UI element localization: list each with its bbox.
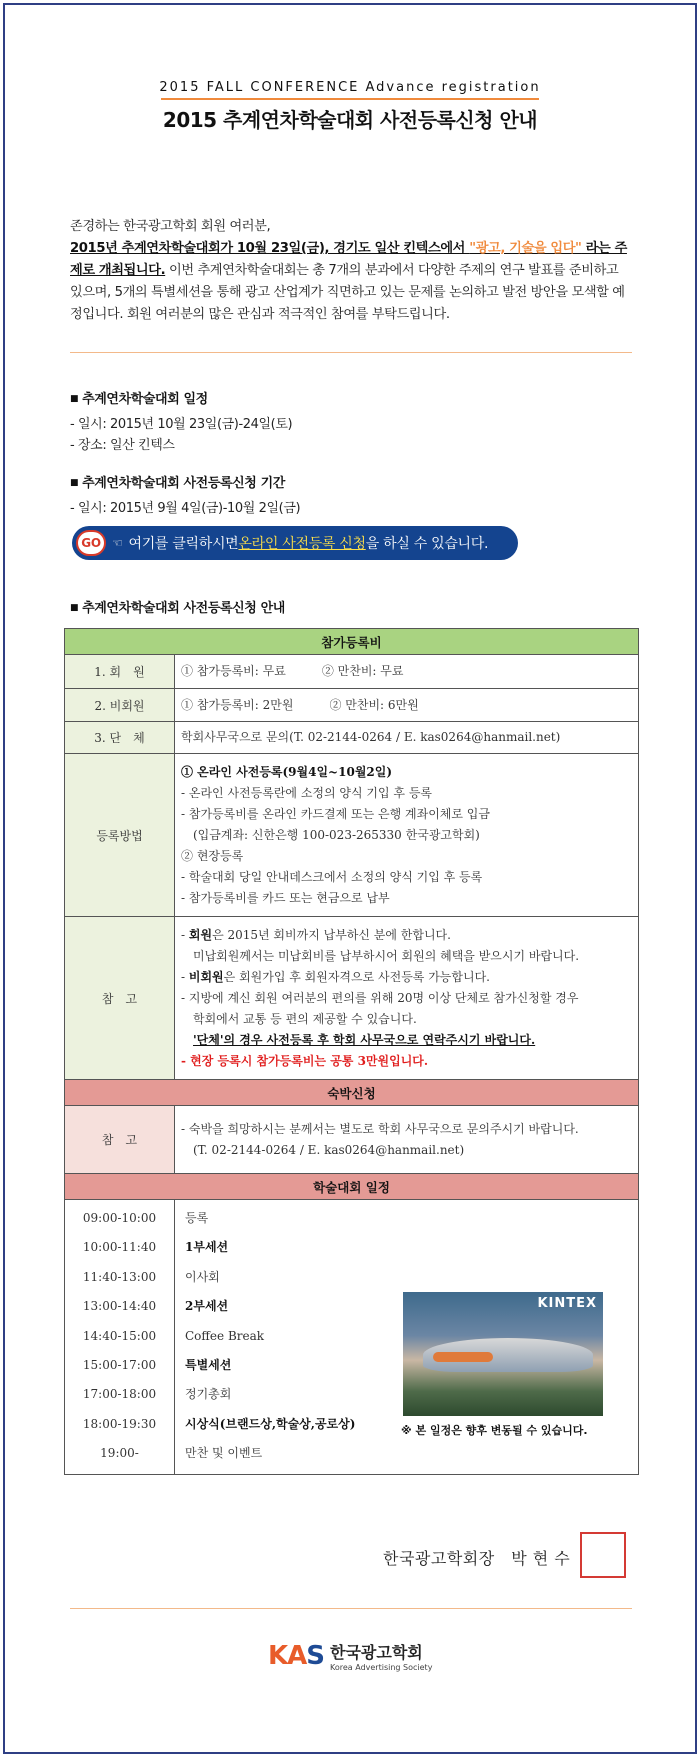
lodging-content: [175, 1106, 639, 1174]
note-unpaid: 미납회원께서는 미납회비를 납부하시어 회원의 혜택을 받으시기 바랍니다.: [193, 948, 580, 963]
intro-greeting: 존경하는 한국광고학회 회원 여러분,: [70, 219, 271, 234]
kas-logo: [268, 1640, 432, 1672]
row-value-group: 학회사무국으로 문의(T. 02-2144-0264 / E. kas0264@hanmail.net): [175, 722, 639, 754]
method-line: ① 온라인 사전등록(9월4일~10월2일): [181, 764, 393, 779]
pointing-hand-icon: ☜: [112, 536, 123, 550]
method-line: - 참가등록비를 카드 또는 현금으로 납부: [181, 890, 390, 905]
program-item: Coffee Break: [185, 1328, 265, 1343]
go-text-b: 을 하실 수 있습니다.: [365, 536, 489, 552]
row-value-nonmember: ① 참가등록비: 2만원 ② 만찬비: 6만원: [175, 689, 639, 722]
page-title: 2015 추계연차학술대회 사전등록신청 안내: [162, 108, 538, 132]
program-item: 시상식(브랜드상,학술상,공로상): [185, 1416, 356, 1431]
intro-theme: "광고, 기술을 입다": [469, 241, 582, 256]
lodging-header: 숙박신청: [65, 1080, 639, 1106]
seal-stamp: [580, 1532, 626, 1578]
program-item: 2부세션: [185, 1299, 229, 1314]
kas-name-en: Korea Advertising Society: [330, 1663, 433, 1672]
program-time: 10:00-11:40: [82, 1240, 157, 1255]
method-line: (입금계좌: 신한은행 100-023-265330 한국광고학회): [181, 827, 480, 842]
program-time: 15:00-17:00: [82, 1357, 157, 1372]
method-line: ② 현장등록: [181, 848, 244, 863]
kas-name-ko: 한국광고학회: [330, 1643, 423, 1662]
row-value-member: ① 참가등록비: 무료 ② 만찬비: 무료: [175, 655, 639, 689]
method-line: - 온라인 사전등록란에 소정의 양식 기입 후 등록: [181, 785, 433, 800]
method-label: 등록방법: [65, 754, 175, 917]
lodging-label: 참 고: [65, 1106, 175, 1174]
schedule-heading: ■ 추계연차학술대회 일정: [70, 388, 208, 407]
kas-mark: KAS: [268, 1641, 325, 1671]
program-item: 이사회: [185, 1269, 220, 1284]
method-line: - 참가등록비를 온라인 카드결제 또는 은행 계좌이체로 입금: [181, 806, 490, 821]
program-item: 특별세션: [185, 1357, 232, 1372]
note-content: [175, 917, 639, 1080]
header-underline: [161, 98, 539, 100]
program-times: [65, 1200, 175, 1475]
program-header: 학술대회 일정: [65, 1174, 639, 1200]
kintex-logo: KINTEX: [537, 1296, 597, 1311]
intro-rest: 이번 추계연차학술대회는 총 7개의 분과에서 다양한 주제의 연구 발표를 준비하고 있으며, 5개의 특별세션을 통해 광고 산업계가 직면하고 있는 문제를 논의하고 발전 방안을 모색할 예정입니다. 회원 여러분의 많은 관심과 적극적인 참여를 부탁드립니다.: [70, 263, 625, 322]
kintex-accent: [433, 1352, 493, 1362]
program-note: ※ 본 일정은 향후 변동될 수 있습니다.: [401, 1424, 588, 1437]
kintex-photo: [403, 1292, 603, 1416]
program-time: 17:00-18:00: [82, 1387, 157, 1402]
program-items: [175, 1200, 639, 1475]
program-time: 09:00-10:00: [82, 1211, 157, 1225]
signature: 한국광고학회장 박 현 수: [383, 1549, 571, 1568]
method-line: - 학술대회 당일 안내데스크에서 소정의 양식 기입 후 등록: [181, 869, 483, 884]
schedule-place: - 장소: 일산 킨텍스: [70, 438, 175, 453]
note-member: - 회원은 2015년 회비까지 납부하신 분에 한합니다.: [181, 927, 451, 942]
kas-name: [330, 1640, 432, 1672]
divider: [70, 352, 632, 353]
program-time: 18:00-19:30: [82, 1416, 157, 1431]
note-group-1: - 지방에 계신 회원 여러분의 편의를 위해 20명 이상 단체로 참가신청할 경우: [181, 990, 579, 1005]
go-link[interactable]: 온라인 사전등록 신청: [238, 536, 366, 552]
program-item: 1부세션: [185, 1240, 229, 1255]
program-item: 만찬 및 이벤트: [185, 1446, 263, 1461]
intro-text: [70, 216, 630, 326]
prereg-date: - 일시: 2015년 9월 4일(금)-10월 2일(금): [70, 501, 301, 516]
page-header: [0, 80, 700, 133]
note-group-3: '단체'의 경우 사전등록 후 학회 사무국으로 연락주시기 바랍니다.: [193, 1032, 536, 1047]
program-time: 19:00-: [100, 1446, 139, 1461]
prereg-heading: ■ 추계연차학술대회 사전등록신청 기간: [70, 472, 285, 491]
note-onsite: - 현장 등록시 참가등록비는 공통 3만원입니다.: [181, 1053, 429, 1068]
program-item: 등록: [185, 1211, 209, 1225]
go-text-a: 여기를 클릭하시면: [128, 536, 239, 552]
schedule-date: - 일시: 2015년 10월 23일(금)-24일(토): [70, 417, 293, 432]
program-item: 정기총회: [185, 1387, 232, 1402]
intro-lead: 2015년 추계연차학술대회가 10월 23일(금), 경기도 일산 킨텍스에서 "광고, 기술을 입다" 라는 주제로 개최됩니다.: [70, 241, 627, 278]
method-content: [175, 754, 639, 917]
row-label-group: 3. 단 체: [65, 722, 175, 754]
intro-body: [70, 238, 630, 326]
fee-header: 참가등록비: [65, 629, 639, 655]
lodging-line-2: (T. 02-2144-0264 / E. kas0264@hanmail.net): [193, 1142, 465, 1157]
guide-heading: ■ 추계연차학술대회 사전등록신청 안내: [70, 597, 285, 616]
row-label-member: 1. 회 원: [65, 655, 175, 689]
program-time: 14:40-15:00: [82, 1328, 157, 1343]
page-subtitle: 2015 FALL CONFERENCE Advance registration: [159, 80, 541, 95]
program-time: 13:00-14:40: [82, 1299, 157, 1314]
note-group-2: 학회에서 교통 등 편의 제공할 수 있습니다.: [193, 1011, 417, 1026]
go-badge: GO: [76, 530, 106, 556]
online-registration-button[interactable]: [72, 526, 518, 560]
row-label-nonmember: 2. 비회원: [65, 689, 175, 722]
lodging-line-1: - 숙박을 희망하시는 분께서는 별도로 학회 사무국으로 문의주시기 바랍니다.: [181, 1121, 579, 1136]
note-label: 참 고: [65, 917, 175, 1080]
footer-divider: [70, 1608, 632, 1609]
registration-table: [64, 628, 639, 1475]
program-time: 11:40-13:00: [82, 1269, 157, 1284]
note-nonmember: - 비회원은 회원가입 후 회원자격으로 사전등록 가능합니다.: [181, 969, 490, 984]
